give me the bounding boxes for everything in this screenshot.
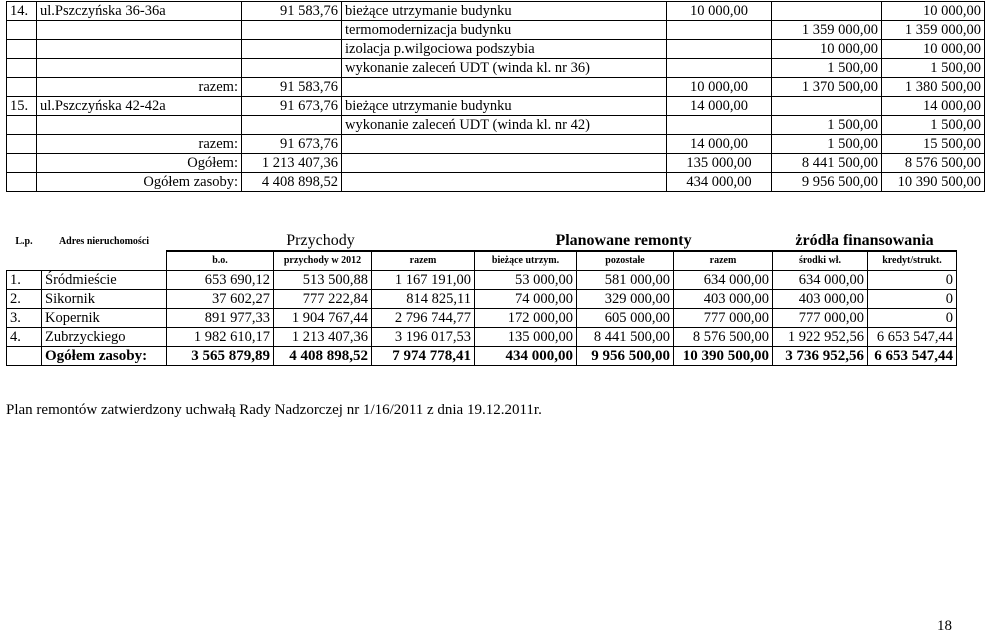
- cell: Śródmieście: [42, 271, 167, 290]
- subheader-cell: bieżące utrzym.: [475, 251, 577, 271]
- subheader-cell: kredyt/strukt.: [868, 251, 957, 271]
- cell: 3.: [7, 309, 42, 328]
- building-row: [7, 2, 985, 21]
- cell: 329 000,00: [577, 290, 674, 309]
- subheader-cell: b.o.: [167, 251, 274, 271]
- cell: [667, 116, 772, 135]
- cell: 581 000,00: [577, 271, 674, 290]
- cell: Ogółem zasoby:: [37, 173, 242, 192]
- cell: 14 000,00: [667, 135, 772, 154]
- cell: [342, 173, 667, 192]
- cell: 0: [868, 290, 957, 309]
- summary-header-row-2: [7, 251, 957, 271]
- cell: 1 167 191,00: [372, 271, 475, 290]
- cell: Kopernik: [42, 309, 167, 328]
- cell: 1 380 500,00: [882, 78, 985, 97]
- cell: 814 825,11: [372, 290, 475, 309]
- cell: 8 441 500,00: [577, 328, 674, 347]
- buildings-repair-table: [6, 1, 985, 192]
- cell: 1 500,00: [772, 116, 882, 135]
- subheader-cell: razem: [674, 251, 773, 271]
- district-row: [7, 328, 957, 347]
- cell: 634 000,00: [773, 271, 868, 290]
- cell: 135 000,00: [667, 154, 772, 173]
- cell: 15 500,00: [882, 135, 985, 154]
- building-row: [7, 97, 985, 116]
- cell: wykonanie zaleceń UDT (winda kl. nr 36): [342, 59, 667, 78]
- cell: 1 500,00: [882, 116, 985, 135]
- total-cell: 9 956 500,00: [577, 347, 674, 366]
- header-funding: żródła finansowania: [773, 232, 957, 251]
- cell: [7, 116, 37, 135]
- cell: 0: [868, 271, 957, 290]
- cell: 6 653 547,44: [868, 328, 957, 347]
- cell: 8 576 500,00: [674, 328, 773, 347]
- cell: 634 000,00: [674, 271, 773, 290]
- cell: 3 196 017,53: [372, 328, 475, 347]
- total-row: [7, 347, 957, 366]
- cell: [7, 59, 37, 78]
- cell: 91 583,76: [242, 2, 342, 21]
- subheader-cell: przychody w 2012: [274, 251, 372, 271]
- building-row: [7, 78, 985, 97]
- cell: [342, 78, 667, 97]
- cell: 4 408 898,52: [242, 173, 342, 192]
- total-cell: 6 653 547,44: [868, 347, 957, 366]
- cell: razem:: [37, 135, 242, 154]
- cell: [37, 59, 242, 78]
- cell: 1 982 610,17: [167, 328, 274, 347]
- cell: 1 213 407,36: [242, 154, 342, 173]
- cell: 1 359 000,00: [772, 21, 882, 40]
- cell: 10 000,00: [882, 40, 985, 59]
- cell: bieżące utrzymanie budynku: [342, 97, 667, 116]
- cell: ul.Pszczyńska 36-36a: [37, 2, 242, 21]
- cell: [242, 59, 342, 78]
- cell: 403 000,00: [674, 290, 773, 309]
- cell: 1.: [7, 271, 42, 290]
- cell: 891 977,33: [167, 309, 274, 328]
- cell: 653 690,12: [167, 271, 274, 290]
- cell: Ogółem:: [37, 154, 242, 173]
- cell: 10 000,00: [882, 2, 985, 21]
- total-cell: 4 408 898,52: [274, 347, 372, 366]
- cell: 74 000,00: [475, 290, 577, 309]
- header-spacer: [42, 251, 167, 271]
- cell: [242, 116, 342, 135]
- cell: 1 500,00: [882, 59, 985, 78]
- approval-note: Plan remontów zatwierdzony uchwałą Rady Nadzorczej nr 1/16/2011 z dnia 19.12.2011r.: [6, 402, 542, 418]
- total-cell: Ogółem zasoby:: [42, 347, 167, 366]
- cell: [242, 21, 342, 40]
- subheader-cell: razem: [372, 251, 475, 271]
- cell: Sikornik: [42, 290, 167, 309]
- cell: [7, 173, 37, 192]
- subheader-cell: środki wł.: [773, 251, 868, 271]
- cell: [772, 2, 882, 21]
- cell: 513 500,88: [274, 271, 372, 290]
- cell: 1 213 407,36: [274, 328, 372, 347]
- total-cell: 7 974 778,41: [372, 347, 475, 366]
- cell: 1 359 000,00: [882, 21, 985, 40]
- cell: [7, 154, 37, 173]
- cell: 10 390 500,00: [882, 173, 985, 192]
- cell: [667, 21, 772, 40]
- cell: 403 000,00: [773, 290, 868, 309]
- cell: [7, 135, 37, 154]
- cell: [7, 78, 37, 97]
- building-row: [7, 116, 985, 135]
- cell: 8 441 500,00: [772, 154, 882, 173]
- buildings-repair-table-body: [7, 2, 985, 192]
- cell: 91 673,76: [242, 135, 342, 154]
- cell: Zubrzyckiego: [42, 328, 167, 347]
- building-row: [7, 59, 985, 78]
- summary-table: [6, 232, 957, 366]
- building-row: [7, 173, 985, 192]
- building-row: [7, 154, 985, 173]
- page-number: 18: [937, 618, 952, 634]
- building-row: [7, 40, 985, 59]
- cell: ul.Pszczyńska 42-42a: [37, 97, 242, 116]
- cell: 135 000,00: [475, 328, 577, 347]
- cell: 14.: [7, 2, 37, 21]
- cell: termomodernizacja budynku: [342, 21, 667, 40]
- cell: [667, 40, 772, 59]
- cell: 2.: [7, 290, 42, 309]
- cell: 777 000,00: [674, 309, 773, 328]
- subheader-cell: pozostałe: [577, 251, 674, 271]
- cell: 1 500,00: [772, 135, 882, 154]
- summary-header-row-1: [7, 232, 957, 251]
- header-income: Przychody: [167, 232, 475, 251]
- cell: 10 000,00: [667, 2, 772, 21]
- cell: [772, 97, 882, 116]
- header-repairs: Planowane remonty: [475, 232, 773, 251]
- cell: [667, 59, 772, 78]
- cell: 1 904 767,44: [274, 309, 372, 328]
- cell: [342, 135, 667, 154]
- cell: 10 000,00: [772, 40, 882, 59]
- cell: 8 576 500,00: [882, 154, 985, 173]
- total-cell: 3 736 952,56: [773, 347, 868, 366]
- cell: 2 796 744,77: [372, 309, 475, 328]
- cell: wykonanie zaleceń UDT (winda kl. nr 42): [342, 116, 667, 135]
- cell: [7, 21, 37, 40]
- district-row: [7, 271, 957, 290]
- cell: 14 000,00: [667, 97, 772, 116]
- total-cell: 434 000,00: [475, 347, 577, 366]
- total-cell: 10 390 500,00: [674, 347, 773, 366]
- cell: 1 922 952,56: [773, 328, 868, 347]
- cell: 91 673,76: [242, 97, 342, 116]
- cell: 172 000,00: [475, 309, 577, 328]
- cell: 605 000,00: [577, 309, 674, 328]
- district-row: [7, 309, 957, 328]
- cell: 15.: [7, 97, 37, 116]
- district-row: [7, 290, 957, 309]
- cell: bieżące utrzymanie budynku: [342, 2, 667, 21]
- total-cell: 3 565 879,89: [167, 347, 274, 366]
- cell: [37, 40, 242, 59]
- building-row: [7, 21, 985, 40]
- cell: 777 222,84: [274, 290, 372, 309]
- cell: 14 000,00: [882, 97, 985, 116]
- cell: 4.: [7, 328, 42, 347]
- summary-table-body: [7, 271, 957, 366]
- cell: [342, 154, 667, 173]
- cell: 777 000,00: [773, 309, 868, 328]
- cell: 37 602,27: [167, 290, 274, 309]
- cell: 434 000,00: [667, 173, 772, 192]
- cell: razem:: [37, 78, 242, 97]
- building-row: [7, 135, 985, 154]
- cell: 91 583,76: [242, 78, 342, 97]
- cell: 10 000,00: [667, 78, 772, 97]
- cell: 0: [868, 309, 957, 328]
- cell: [37, 116, 242, 135]
- total-cell: [7, 347, 42, 366]
- cell: 1 370 500,00: [772, 78, 882, 97]
- header-spacer: [7, 251, 42, 271]
- cell: [7, 40, 37, 59]
- cell: 53 000,00: [475, 271, 577, 290]
- header-lp: L.p.: [15, 236, 33, 247]
- cell: 1 500,00: [772, 59, 882, 78]
- cell: 9 956 500,00: [772, 173, 882, 192]
- cell: [37, 21, 242, 40]
- header-address: Adres nieruchomości: [58, 236, 150, 247]
- cell: [242, 40, 342, 59]
- cell: izolacja p.wilgociowa podszybia: [342, 40, 667, 59]
